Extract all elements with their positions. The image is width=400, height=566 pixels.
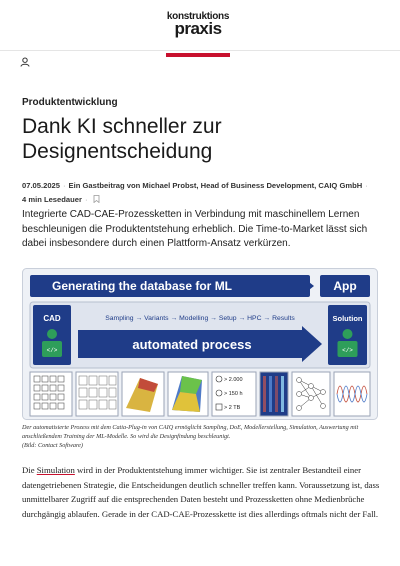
- article-date: 07.05.2025: [22, 181, 61, 190]
- process-diagram: [22, 268, 378, 420]
- brand-line2: praxis: [174, 19, 222, 38]
- article-read-time: 4 min Lesedauer: [22, 195, 82, 204]
- article-meta: 07.05.2025 · Ein Gastbeitrag von Michael Probst, Head of Business Development, CAIQ GmbH · 4 min Lesedauer ·: [22, 181, 368, 204]
- header-divider: [0, 50, 400, 51]
- steps-label: Sampling → Variants → Modelling → Setup → HPC → Results: [105, 315, 295, 322]
- article-body: [22, 463, 384, 521]
- solution-user-icon: [343, 329, 353, 339]
- caption-credit: (Bild: Contact Software): [22, 442, 83, 449]
- bookmark-icon[interactable]: [93, 195, 100, 203]
- caption-text: Der automatisierte Prozess mit dem Catia-Plug-in von CAIQ ermöglicht Sampling, DoE, Modellerstellung, Simulation, Auswertung mit anschließendem Training der ML-Modelle. So wird die Designfindung beschleunigt.: [22, 424, 359, 440]
- body-text-post: wird in der Produktentstehung immer wichtiger. Sie ist zentraler Bestandteil einer datengetriebenen Strategie, die Entscheidungen deutlich schneller treffen kann. Voraussetzung ist, dass unmittelbarer Zugriff auf die entsprechenden Daten besteht und Prozessketten ohne Medienbrüche durchgängig ablaufen. Gerade in der CAD-CAE-Prozesskette ist dies allerdings oftmals nicht der Fall.: [22, 465, 380, 519]
- simulation-link[interactable]: Simulation: [36, 465, 75, 475]
- article-kicker[interactable]: Produktentwicklung: [22, 97, 118, 108]
- svg-text:</>: </>: [46, 347, 58, 354]
- stat-count: > 2.000: [224, 377, 243, 383]
- solution-label: Solution: [332, 314, 363, 323]
- article-byline[interactable]: Ein Gastbeitrag von Michael Probst, Head of Business Development, CAIQ GmbH: [68, 181, 363, 190]
- user-icon[interactable]: [20, 57, 30, 67]
- brand-accent-bar: [166, 53, 230, 57]
- svg-text:</>: </>: [342, 347, 353, 354]
- brand-line1: konstruktions: [166, 11, 230, 22]
- stat-time: > 150 h: [224, 391, 243, 397]
- brand-logo[interactable]: [148, 12, 248, 37]
- article-title: Dank KI schneller zur Designentscheidung: [22, 115, 222, 163]
- body-text-pre: Die: [22, 465, 37, 475]
- app-label: App: [333, 279, 357, 293]
- article-lead: Integrierte CAD-CAE-Prozessketten in Verbindung mit maschinellem Lernen beschleunigen die Produktentstehung erheblich. Die Time-to-Market lässt sich dabei insbesondere durch einen Plattform-Ansatz verkürzen.: [22, 209, 368, 249]
- cad-user-icon: [47, 329, 57, 339]
- figure-caption: [22, 423, 380, 450]
- article-figure[interactable]: [22, 268, 378, 420]
- banner-label: Generating the database for ML: [51, 279, 233, 293]
- stat-storage: > 2 TB: [224, 405, 241, 411]
- result-tiles: [30, 372, 370, 416]
- cad-label: CAD: [43, 314, 61, 323]
- process-label: automated process: [132, 337, 252, 352]
